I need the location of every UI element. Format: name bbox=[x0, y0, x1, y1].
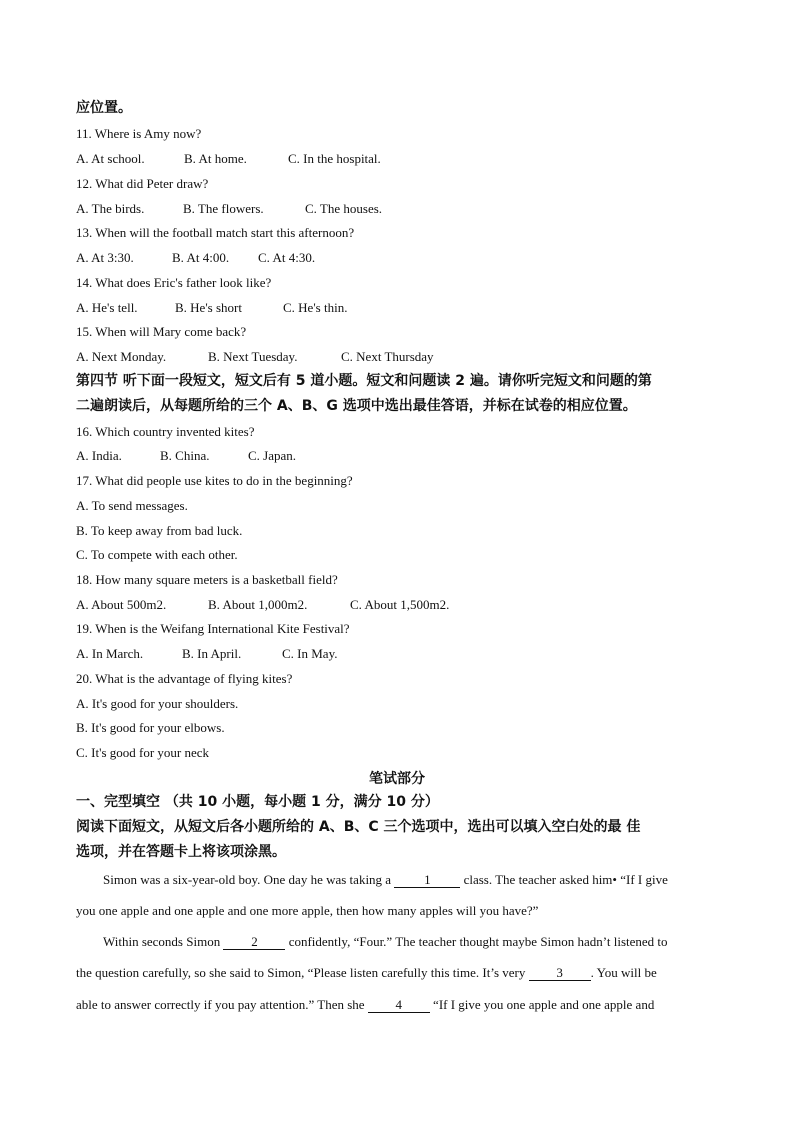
option-a: A. The birds. bbox=[76, 201, 145, 216]
option-b: B. About 1,000m2. bbox=[208, 597, 308, 612]
options-15 bbox=[76, 349, 434, 365]
option-a: A. About 500m2. bbox=[76, 597, 167, 612]
option-b: B. In April. bbox=[182, 646, 242, 661]
question-13: 13. When will the football match start this afternoon? bbox=[76, 225, 355, 240]
passage-line-4: the question carefully, so she said to Simon, “Please listen carefully this time. It’s very 3 . You will be bbox=[76, 965, 657, 980]
question-11: 11. Where is Amy now? bbox=[76, 126, 202, 141]
question-15: 15. When will Mary come back? bbox=[76, 324, 247, 339]
option-a: A. Next Monday. bbox=[76, 349, 167, 364]
options-12 bbox=[76, 201, 382, 217]
passage-line-2: you one apple and one apple and one more apple, then how many apples will you have?” bbox=[76, 903, 539, 918]
option-b: B. He's short bbox=[175, 300, 242, 315]
passage-line-3: Within seconds Simon 2 confidently, “Four.” The teacher thought maybe Simon hadn’t listened to bbox=[103, 934, 668, 949]
blank-2: 2 bbox=[223, 935, 285, 950]
option-c: C. In May. bbox=[282, 646, 338, 661]
question-17: 17. What did people use kites to do in the beginning? bbox=[76, 473, 353, 488]
question-18: 18. How many square meters is a basketball field? bbox=[76, 572, 338, 587]
option-c: C. Next Thursday bbox=[341, 349, 434, 364]
question-20: 20. What is the advantage of flying kites? bbox=[76, 671, 293, 686]
options-11 bbox=[76, 151, 381, 167]
passage-line-5: able to answer correctly if you pay attention.” Then she 4 “If I give you one apple and one apple and bbox=[76, 997, 655, 1012]
option-a: A. At 3:30. bbox=[76, 250, 134, 265]
blank-3: 3 bbox=[529, 966, 591, 981]
option-20-a: A. It's good for your shoulders. bbox=[76, 696, 239, 711]
option-a: A. At school. bbox=[76, 151, 145, 166]
option-20-c: C. It's good for your neck bbox=[76, 745, 210, 760]
question-14: 14. What does Eric's father look like? bbox=[76, 275, 272, 290]
options-14 bbox=[76, 300, 347, 316]
question-19: 19. When is the Weifang International Kite Festival? bbox=[76, 621, 350, 636]
option-c: C. At 4:30. bbox=[258, 250, 316, 265]
option-b: B. China. bbox=[160, 448, 210, 463]
option-b: B. At home. bbox=[184, 151, 247, 166]
option-c: C. In the hospital. bbox=[288, 151, 381, 166]
option-c: C. He's thin. bbox=[283, 300, 348, 315]
option-c: C. About 1,500m2. bbox=[350, 597, 450, 612]
option-a: A. India. bbox=[76, 448, 122, 463]
section4-title-line1: 第四节 听下面一段短文，短文后有 5 道小题。短文和问题读 2 遍。请你听完短文和问题的第 bbox=[76, 373, 652, 389]
cloze-instructions-line1: 阅读下面短文，从短文后各小题所给的 A、B、C 三个选项中，选出可以填入空白处的最 佳 bbox=[76, 819, 641, 835]
option-c: C. The houses. bbox=[305, 201, 383, 216]
question-16: 16. Which country invented kites? bbox=[76, 424, 255, 439]
written-section-title: 笔试部分 bbox=[369, 771, 425, 787]
option-17-a: A. To send messages. bbox=[76, 498, 188, 513]
blank-4: 4 bbox=[368, 998, 430, 1013]
option-a: A. In March. bbox=[76, 646, 144, 661]
options-16 bbox=[76, 448, 296, 464]
question-12: 12. What did Peter draw? bbox=[76, 176, 209, 191]
options-13 bbox=[76, 250, 315, 266]
option-a: A. He's tell. bbox=[76, 300, 138, 315]
option-b: B. Next Tuesday. bbox=[208, 349, 298, 364]
options-19 bbox=[76, 646, 338, 662]
option-17-b: B. To keep away from bad luck. bbox=[76, 523, 243, 538]
passage-line-1: Simon was a six-year-old boy. One day he was taking a 1 class. The teacher asked him• “If I give bbox=[103, 872, 668, 887]
blank-1: 1 bbox=[394, 873, 460, 888]
option-c: C. Japan. bbox=[248, 448, 297, 463]
cloze-heading: 一、完型填空 （共 10 小题，每小题 1 分，满分 10 分） bbox=[76, 794, 439, 810]
section4-title-line2: 二遍朗读后，从每题所给的三个 A、B、G 选项中选出最佳答语，并标在试卷的相应位置。 bbox=[76, 398, 637, 414]
option-b: B. The flowers. bbox=[183, 201, 264, 216]
option-20-b: B. It's good for your elbows. bbox=[76, 720, 225, 735]
cloze-instructions-line2: 选项，并在答题卡上将该项涂黑。 bbox=[76, 844, 286, 860]
options-18 bbox=[76, 597, 449, 613]
top-fragment: 应位置。 bbox=[76, 100, 132, 116]
option-17-c: C. To compete with each other. bbox=[76, 547, 238, 562]
option-b: B. At 4:00. bbox=[172, 250, 230, 265]
